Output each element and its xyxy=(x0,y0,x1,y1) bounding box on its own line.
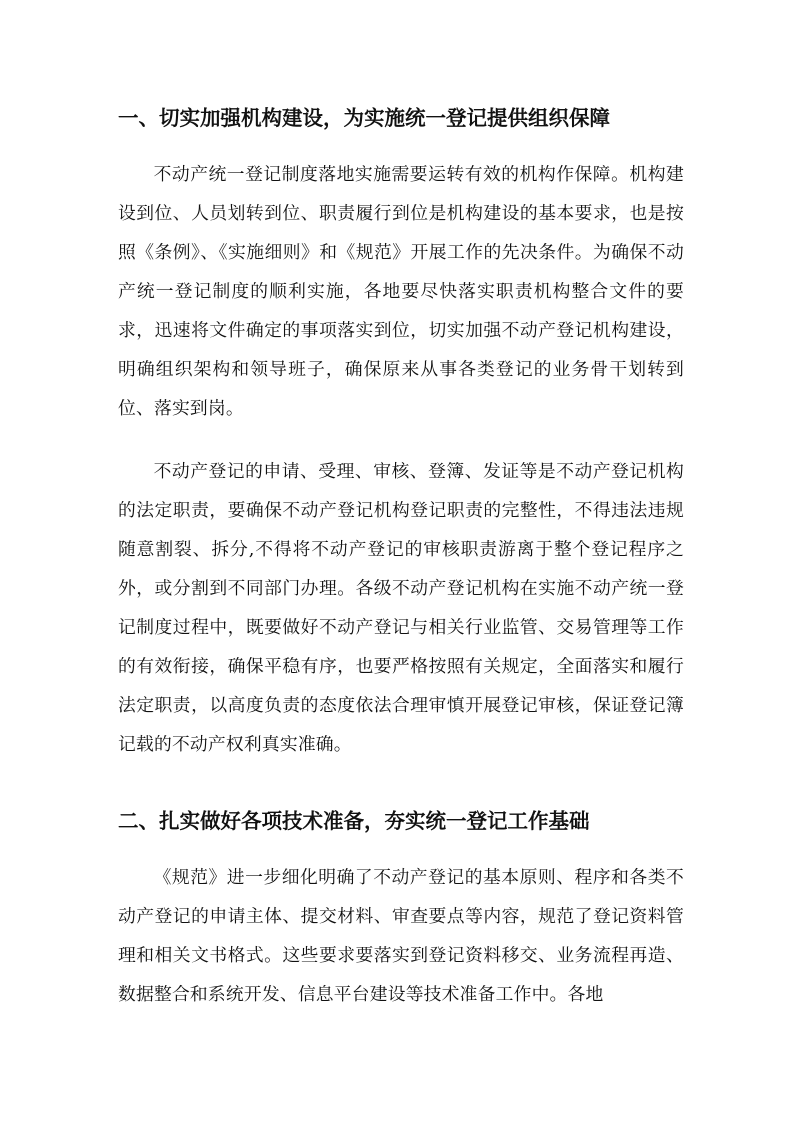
section-1-paragraph-1: 不动产统一登记制度落地实施需要运转有效的机构作保障。机构建设到位、人员划转到位、职责履行到位是机构建设的基本要求，也是按照《条例》、《实施细则》和《规范》开展工作的先决条件。为确保不动产统一登记制度的顺利实施，各地要尽快落实职责机构整合文件的要求，迅速将文件确定的事项落实到位，切实加强不动产登记机构建设，明确组织架构和领导班子，确保原来从事各类登记的业务骨干划转到位、落实到岗。 xyxy=(118,164,684,419)
section-1-heading: 一、切实加强机构建设，为实施统一登记提供组织保障 xyxy=(118,106,610,130)
section-2-heading: 二、扎实做好各项技术准备，夯实统一登记工作基础 xyxy=(118,809,590,833)
section-1-paragraph-2: 不动产登记的申请、受理、审核、登簿、发证等是不动产登记机构的法定职责，要确保不动产登记机构登记职责的完整性，不得违法违规随意割裂、拆分,不得将不动产登记的审核职责游离于整个登记程序之外，或分割到不同部门办理。各级不动产登记机构在实施不动产统一登记制度过程中，既要做好不动产登记与相关行业监管、交易管理等工作的有效衔接，确保平稳有序，也要严格按照有关规定，全面落实和履行法定职责，以高度负责的态度依法合理审慎开展登记审核，保证登记簿记载的不动产权利真实准确。 xyxy=(118,461,684,755)
section-2-paragraph-1: 《规范》进一步细化明确了不动产登记的基本原则、程序和各类不动产登记的申请主体、提交材料、审查要点等内容，规范了登记资料管理和相关文书格式。这些要求要落实到登记资料移交、业务流程再造、数据整合和系统开发、信息平台建设等技术准备工作中。各地 xyxy=(118,867,684,1005)
